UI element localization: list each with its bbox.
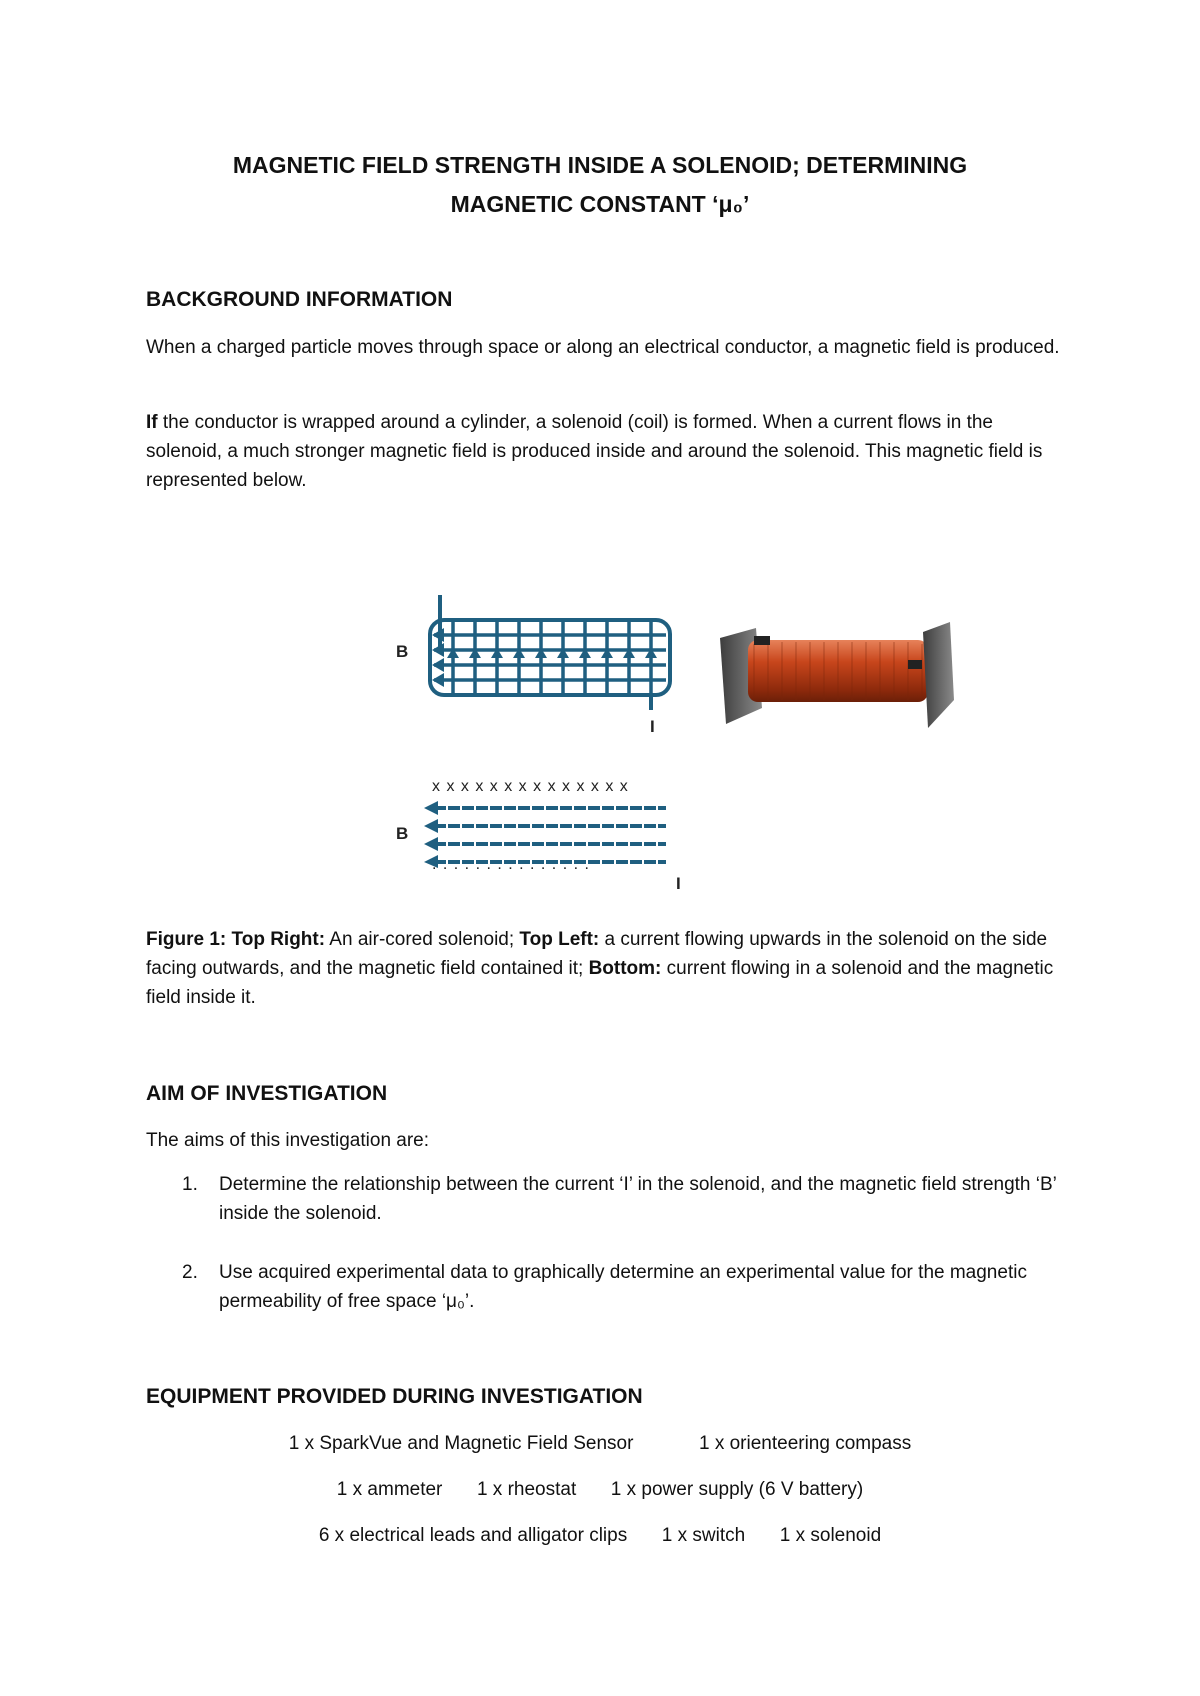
equipment-item: 1 x SparkVue and Magnetic Field Sensor (288, 1433, 634, 1454)
equipment-row-3 (0, 1525, 1200, 1547)
figure-caption-bottom-text: current flowing in a solenoid and the magnetic field inside it. (146, 958, 1054, 1008)
coil-vertical-lines (453, 620, 651, 695)
list-item (146, 1170, 1066, 1228)
bottom-field-lines (434, 808, 666, 862)
equipment-item: 1 x power supply (6 V battery) (610, 1479, 864, 1500)
equipment-item: 6 x electrical leads and alligator clips (318, 1525, 628, 1546)
figure-caption (146, 925, 1066, 1012)
equipment-row-2 (0, 1479, 1200, 1501)
figure-caption-top-left-label: Top Left: (519, 929, 600, 950)
title-line-2: MAGNETIC CONSTANT ‘μ₀’ (450, 191, 750, 217)
title-line-1: MAGNETIC FIELD STRENGTH INSIDE A SOLENOID; DETERMINING (232, 152, 968, 178)
figure-top-b-label: B (396, 642, 409, 661)
current-into-page-crosses: x x x x x x x x x x x x x x (432, 778, 629, 795)
figure-bottom-i-label: I (676, 874, 681, 893)
air-cored-solenoid-illustration (718, 620, 958, 730)
background-paragraph-1: When a charged particle moves through space or along an electrical conductor, a magnetic field is produced. (146, 337, 1060, 358)
field-arrowheads (432, 628, 444, 687)
list-item-text: Use acquired experimental data to graphically determine an experimental value for the magnetic permeability of free space ‘μ₀’. (219, 1262, 1027, 1312)
terminal-left (754, 636, 770, 645)
equipment-item: 1 x rheostat (476, 1479, 577, 1500)
equipment-item: 1 x ammeter (336, 1479, 443, 1500)
list-item-number: 1. (182, 1174, 198, 1195)
solenoid-field-diagram-top (420, 595, 680, 745)
equipment-item: 1 x switch (661, 1525, 746, 1546)
background-paragraph-2-bold: If (146, 412, 158, 433)
equipment-heading: EQUIPMENT PROVIDED DURING INVESTIGATION (146, 1385, 643, 1408)
right-end-plate (923, 622, 954, 728)
background-paragraph-2-text: the conductor is wrapped around a cylinder, a solenoid (coil) is formed. When a current flows in the solenoid, a much stronger magnetic field is produced inside and around the solenoid. This magnetic field is represented below. (146, 412, 1043, 491)
figure-caption-top-right-label: Top Right: (231, 929, 326, 950)
current-out-of-page-dots: . . . . . . . . . . . . . . . (432, 856, 590, 873)
background-paragraph-2 (146, 408, 1066, 495)
list-item (146, 1258, 1066, 1316)
aim-heading: AIM OF INVESTIGATION (146, 1082, 388, 1105)
figure-caption-label: Figure 1: (146, 929, 227, 950)
figure-caption-top-right-text: An air-cored solenoid; (325, 929, 520, 950)
equipment-item: 1 x solenoid (779, 1525, 882, 1546)
figure-bottom-b-label: B (396, 824, 409, 843)
equipment-row-1 (0, 1433, 1200, 1455)
list-item-text: Determine the relationship between the current ‘I’ in the solenoid, and the magnetic field strength ‘B’ inside the solenoid. (219, 1174, 1057, 1224)
figure-top-i-label: I (650, 717, 655, 736)
aim-intro: The aims of this investigation are: (146, 1130, 430, 1151)
figure-caption-bottom-label: Bottom: (588, 958, 662, 979)
page-title (150, 146, 1050, 224)
equipment-item: 1 x orienteering compass (698, 1433, 912, 1454)
aim-list (146, 1170, 1066, 1346)
background-heading: BACKGROUND INFORMATION (146, 288, 453, 311)
list-item-number: 2. (182, 1262, 198, 1283)
figure-caption-top-left-text: a current flowing upwards in the solenoid on the side facing outwards, and the magnetic field contained it; (146, 929, 1048, 979)
terminal-right (908, 660, 922, 669)
